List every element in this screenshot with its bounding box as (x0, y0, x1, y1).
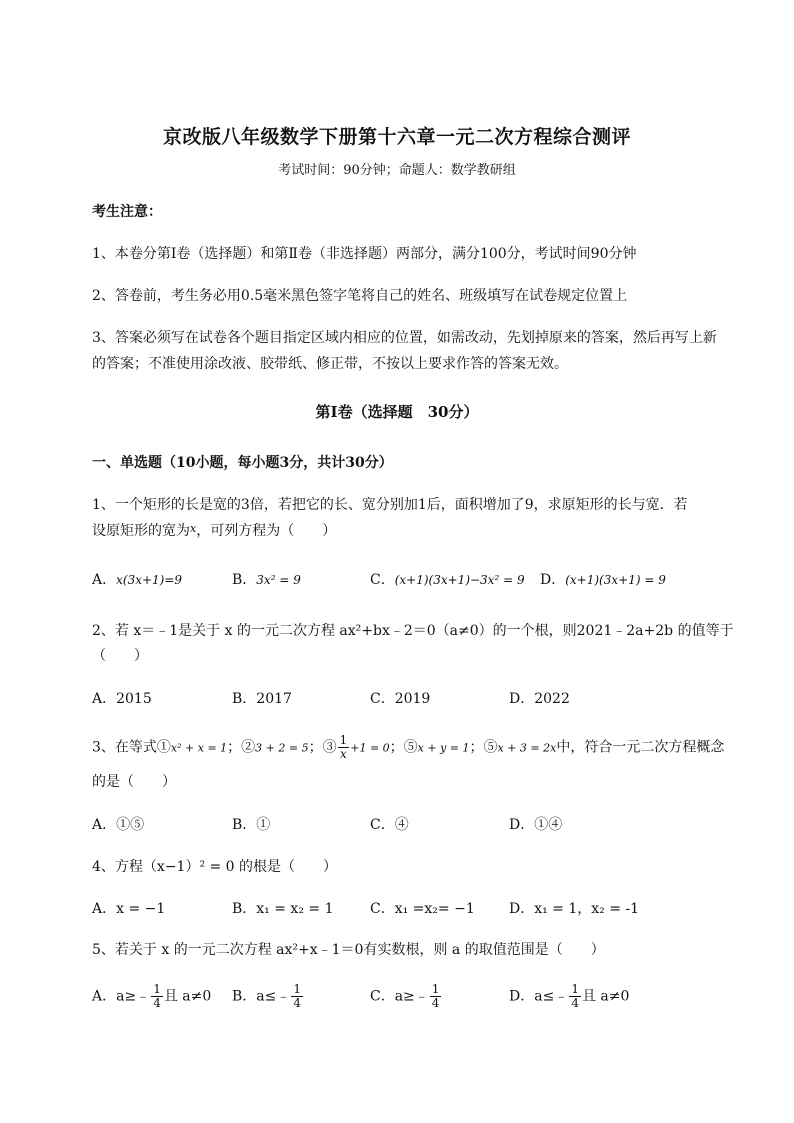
option-label: A． (92, 572, 117, 588)
part-heading: 一、单选题（10小题，每小题3分，共计30分） (92, 455, 393, 471)
q1-option-b[interactable] (232, 569, 301, 589)
fraction (430, 983, 442, 1010)
notice-item-2: 2、答卷前，考生务必用0.5毫米黑色签字笔将自己的姓名、班级填写在试卷规定位置上 (92, 288, 628, 304)
q1-option-d[interactable] (540, 569, 666, 589)
fraction-numerator: 1 (431, 982, 440, 996)
fraction-denominator: 4 (571, 996, 579, 1010)
fraction-numerator: 1 (293, 982, 302, 996)
q3-equation-2: 3 + 2 = 5 (255, 741, 309, 755)
q3-equation-4: x + y = 1 (417, 741, 470, 755)
option-label: B． (232, 572, 257, 588)
q3-prefix: 3、在等式① (92, 739, 171, 756)
fraction-numerator: 1 (153, 982, 161, 996)
option-label: D． (540, 572, 566, 588)
option-prefix: B．a≤﹣ (232, 988, 291, 1005)
option-label: C． (370, 572, 395, 588)
fraction-numerator: 1 (571, 982, 579, 996)
fraction-denominator: 4 (293, 996, 302, 1010)
q1-stem-line-1: 1、一个矩形的长是宽的3倍，若把它的长、宽分别加1后，面积增加了9，求原矩形的长与宽．若 (92, 497, 688, 513)
fraction (151, 983, 163, 1010)
q4-option-c[interactable]: C．x₁ =x₂= −1 (370, 901, 475, 917)
q3-sep-3: ；⑤ (389, 739, 418, 756)
fraction-numerator: 1 (339, 733, 348, 747)
q3-suffix: 中，符合一元二次方程概念 (556, 739, 725, 756)
q4-option-b[interactable]: B．x₁ = x₂ = 1 (232, 901, 334, 917)
q3-option-c[interactable]: C．④ (370, 817, 409, 833)
q5-option-b[interactable] (232, 983, 304, 1010)
q1-variable: x (190, 522, 197, 535)
fraction-denominator: x (340, 747, 347, 761)
q1-option-a[interactable] (92, 569, 182, 589)
notice-item-3-line-2: 的答案；不准使用涂改液、胶带纸、修正带，不按以上要求作答的答案无效。 (92, 356, 568, 372)
fraction-denominator: 4 (431, 996, 440, 1010)
option-prefix: A．a≥﹣ (92, 988, 151, 1005)
q3-fraction (338, 734, 350, 761)
page-title: 京改版八年级数学下册第十六章一元二次方程综合测评 (162, 126, 631, 148)
notice-item-3-line-1: 3、答案必须写在试卷各个题目指定区域内相应的位置，如需改动，先划掉原来的答案，然后再写上新 (92, 330, 717, 346)
q2-option-c[interactable]: C．2019 (370, 691, 431, 707)
q3-option-b[interactable]: B．① (232, 817, 271, 833)
q4-stem: 4、方程（x−1）² = 0 的根是（ ） (92, 859, 338, 875)
q3-equation-5: x + 3 = 2x (497, 741, 557, 755)
option-prefix: C．a≥﹣ (370, 988, 429, 1005)
q2-option-d[interactable]: D．2022 (509, 691, 570, 707)
q3-sep-4: ；⑤ (469, 739, 498, 756)
q1-option-c[interactable] (370, 569, 525, 589)
section-title: 第I卷（选择题 30分） (315, 403, 479, 421)
q5-stem: 5、若关于 x 的一元二次方程 ax²+x﹣1＝0有实数根，则 a 的取值范围是（ ） (92, 942, 605, 958)
q3-option-d[interactable]: D．①④ (509, 817, 563, 833)
q2-option-a[interactable]: A．2015 (92, 691, 152, 707)
option-expression: x(3x+1)=9 (116, 573, 183, 587)
notice-item-1: 1、本卷分第I卷（选择题）和第Ⅱ卷（非选择题）两部分，满分100分，考试时间90分钟 (92, 246, 637, 262)
option-expression: (x+1)(3x+1)−3x² = 9 (394, 573, 525, 587)
q3-stem-line-2: 的是（ ） (92, 774, 176, 790)
notice-heading: 考生注意： (92, 204, 162, 220)
q2-stem-line-2: （ ） (92, 648, 148, 664)
q3-equation-3-tail: +1 = 0 (350, 741, 390, 755)
q1-stem-line-2 (92, 520, 336, 540)
option-prefix: D．a≤﹣ (509, 988, 569, 1005)
q1-stem-pre: 设原矩形的宽为 (92, 523, 190, 539)
option-suffix: 且 a≠0 (163, 988, 212, 1005)
q5-option-d[interactable] (509, 983, 629, 1010)
fraction (291, 983, 303, 1010)
q4-option-d[interactable]: D．x₁ = 1，x₂ = -1 (509, 901, 640, 917)
option-expression: (x+1)(3x+1) = 9 (565, 573, 666, 587)
exam-info: 考试时间：90分钟；命题人：数学教研组 (278, 163, 516, 178)
q5-option-c[interactable] (370, 983, 442, 1010)
fraction-denominator: 4 (153, 996, 161, 1010)
fraction (569, 983, 581, 1010)
q3-stem-line-1 (92, 734, 724, 761)
option-expression: 3x² = 9 (256, 573, 301, 587)
q3-equation-1: x² + x = 1 (170, 741, 228, 755)
q4-option-a[interactable]: A．x = −1 (92, 901, 166, 917)
q2-stem-line-1: 2、若 x＝﹣1是关于 x 的一元二次方程 ax²+bx﹣2＝0（a≠0）的一个根，则2021﹣2a+2b 的值等于 (92, 623, 734, 639)
q5-option-a[interactable] (92, 983, 211, 1010)
option-suffix: 且 a≠0 (581, 988, 630, 1005)
q3-option-a[interactable]: A．①⑤ (92, 817, 145, 833)
q3-sep-1: ；② (227, 739, 256, 756)
q3-sep-2: ；③ (308, 739, 337, 756)
q1-stem-post: ，可列方程为（ ） (196, 523, 337, 539)
q2-option-b[interactable]: B．2017 (232, 691, 292, 707)
